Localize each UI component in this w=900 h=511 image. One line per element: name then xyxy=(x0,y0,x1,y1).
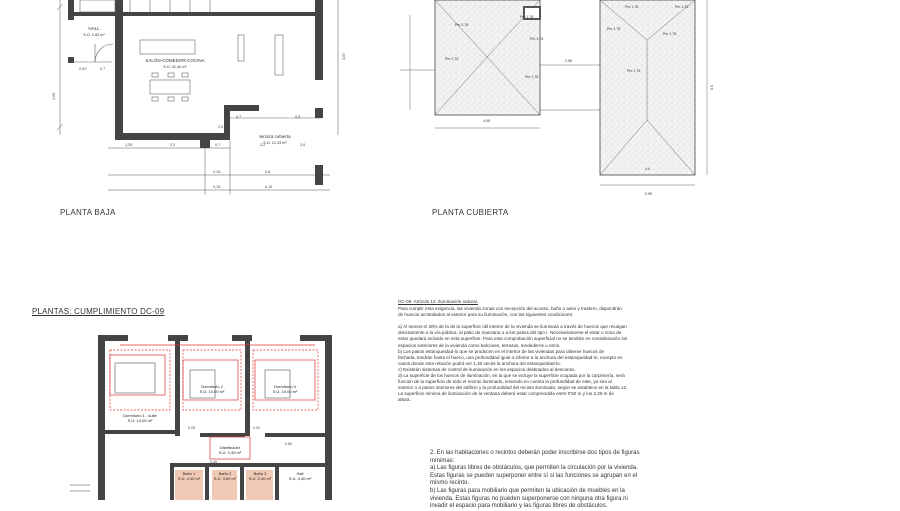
dim-label: 4,05 xyxy=(52,92,56,100)
bath1-area: S.Ú: 4,40 m² xyxy=(177,476,201,481)
dim-label: 1,35 xyxy=(125,143,133,147)
dim-label: 2,2 xyxy=(170,143,176,147)
bed3-area: S.Ú: 10,00 m² xyxy=(272,389,298,394)
regulation-section-2: 2. En las habitaciones o recintos deberán poder inscribirse dos tipos de figuras mínimas: a) Las figuras libres de obstáculos, que permiten la circulación por la vivienda. Estas figuras se pueden superponer entre sí si las funciones se agrupan en el mismo recinto. b) Las figuras para mobiliario que permiten la ubicación de muebles en la vivienda. Estas figuras no pueden superponerse con ninguna otra figura ni invadir el espacio para mobiliario y las figuras libres de obstáculos. xyxy=(430,450,640,510)
bath1-name: Baño 1 xyxy=(182,471,196,476)
dim-label: 4.4 xyxy=(645,167,650,171)
bed2-name: Dormitorio 2 xyxy=(201,384,223,389)
bath3-name: Baño 3 xyxy=(253,471,267,476)
dim-label: 3,87 xyxy=(342,52,346,60)
hall-area: S.Ú: 2,83 m² xyxy=(83,33,105,37)
living-area: S.Ú: 31,40 m² xyxy=(163,65,187,69)
hall-name: Hall xyxy=(296,471,304,476)
elevation-label: Pm 1.76 xyxy=(525,75,539,79)
dim-label: 0,92 xyxy=(79,67,87,71)
dim-label: 0.20 xyxy=(253,426,260,430)
dim-label: 2.55 xyxy=(565,59,572,63)
elevation-label: Pm 1.76 xyxy=(455,23,469,27)
dim-label: 0,7 xyxy=(215,143,221,147)
dim-label: 6.5 xyxy=(710,85,714,90)
master-name: Dormitorio 1 - suite xyxy=(123,413,157,418)
bath3-area: S.Ú: 2,40 m² xyxy=(248,476,272,481)
dim-label: 0.45 xyxy=(210,460,217,464)
elevation-label: Pm 1.76 xyxy=(530,37,544,41)
dim-label: 0,7 xyxy=(236,115,242,119)
elevation-label: Pm 1.76 xyxy=(607,27,621,31)
compliance-plan xyxy=(60,325,360,500)
elevation-label: Pm 1.76 xyxy=(675,5,689,9)
dim-label: 2,2 xyxy=(260,143,266,147)
elevation-label: Pm 1.76 xyxy=(625,5,639,9)
dim-label: 2,5 xyxy=(218,125,224,129)
bed3-name: Dormitorio 3 xyxy=(274,384,296,389)
dim-label: 0,15 xyxy=(213,185,221,189)
elevation-label: Pm 1.76 xyxy=(445,57,459,61)
dim-label: 0,7 xyxy=(100,67,106,71)
bed2-area: S.Ú: 10,00 m² xyxy=(199,389,225,394)
hall-area: S.Ú: 4,40 m² xyxy=(288,476,312,481)
elevation-label: Pm 1.76 xyxy=(520,15,534,19)
roof-plan xyxy=(395,0,725,200)
elevation-label: Pm 1.76 xyxy=(627,69,641,73)
dim-label: 0.80 xyxy=(285,442,292,446)
elevation-label: Pm 1.76 xyxy=(663,32,677,36)
dim-label: 4.05 xyxy=(483,119,490,123)
bath2-area: S.Ú: 3,60 m² xyxy=(213,476,237,481)
master-area: S.Ú: 14,00 m² xyxy=(127,418,153,423)
dim-label: 0,5 xyxy=(295,115,301,119)
regulation-body: Para cumplir esta exigencia, las vivienda zonas con excepción del acceso, baño o aseo y trastero, dispondrán de huecos acristalados al exterior para su iluminación, con las siguientes condiciones: a) Al menos el 30% de la de la superficie útil interior de la vivienda se iluminará a través de huecos que recaigan directamente a la vía pública, al patio de manzana o a los patios del tipo I. Necesariamente el estar o zona de estar quedará incluido en esta superficie. Para esta comprobación superficial no se tendrán en consideración los espacios exteriores de la vivienda como balcones, terrazas, tendederos u otros. b) Los patios estanqueidad-lo que se producen en el interior de las viviendas para obtener huecos de fachada, tendrán hasta el hueco, una profundidad igual o inferior a la anchura del estanqueidad-lo, excepto en casos donde esta relación podrá ser 1,30 veces la anchura del estanqueidad-lo. c) Existirán sistemas de control de iluminación en los espacios destinados al descanso. d) La superficie de los huecos de iluminación, en la que se incluye la superficie ocupada por la carpintería, será función de la superficie de todo el recinto iluminado, teniendo en cuenta la profundidad de este, ya sea al exterior o a patios interiores del edificio y la profundidad del recinto iluminado, según se establece en la tabla 12. La superficie mínima de iluminación de la ventana deberá estar comprendida entre 0'50 m y los 2,20 m de altura. xyxy=(398,306,628,403)
dist-name: Distribuidor xyxy=(219,445,241,450)
dim-label: 0.95 xyxy=(645,192,652,196)
regulation-heading: DC-09. Artículo 12. Iluminación natural. xyxy=(398,299,478,304)
living-name: SALÓN-COMEDOR-COCINA xyxy=(145,58,205,63)
terrace-name: terraza cubierta xyxy=(259,134,291,139)
hall-name: HALL xyxy=(88,26,100,31)
bath2-name: Baño 2 xyxy=(218,471,232,476)
terrace-area: S.Ú: 12,33 m² xyxy=(263,141,287,145)
dist-area: S.Ú: 2,40 m² xyxy=(218,450,242,455)
dim-label: 0.25 xyxy=(188,426,195,430)
ground-floor-title: PLANTA BAJA xyxy=(60,208,116,217)
ground-floor-plan xyxy=(0,0,380,200)
dim-label: 2,6 xyxy=(300,143,306,147)
dim-label: 0,15 xyxy=(265,185,273,189)
roof-plan-title: PLANTA CUBIERTA xyxy=(432,208,509,217)
dim-label: 0,15 xyxy=(213,170,221,174)
dim-label: 0,8 xyxy=(265,170,271,174)
compliance-title: PLANTAS: CUMPLIMIENTO DC-09 xyxy=(32,307,165,316)
